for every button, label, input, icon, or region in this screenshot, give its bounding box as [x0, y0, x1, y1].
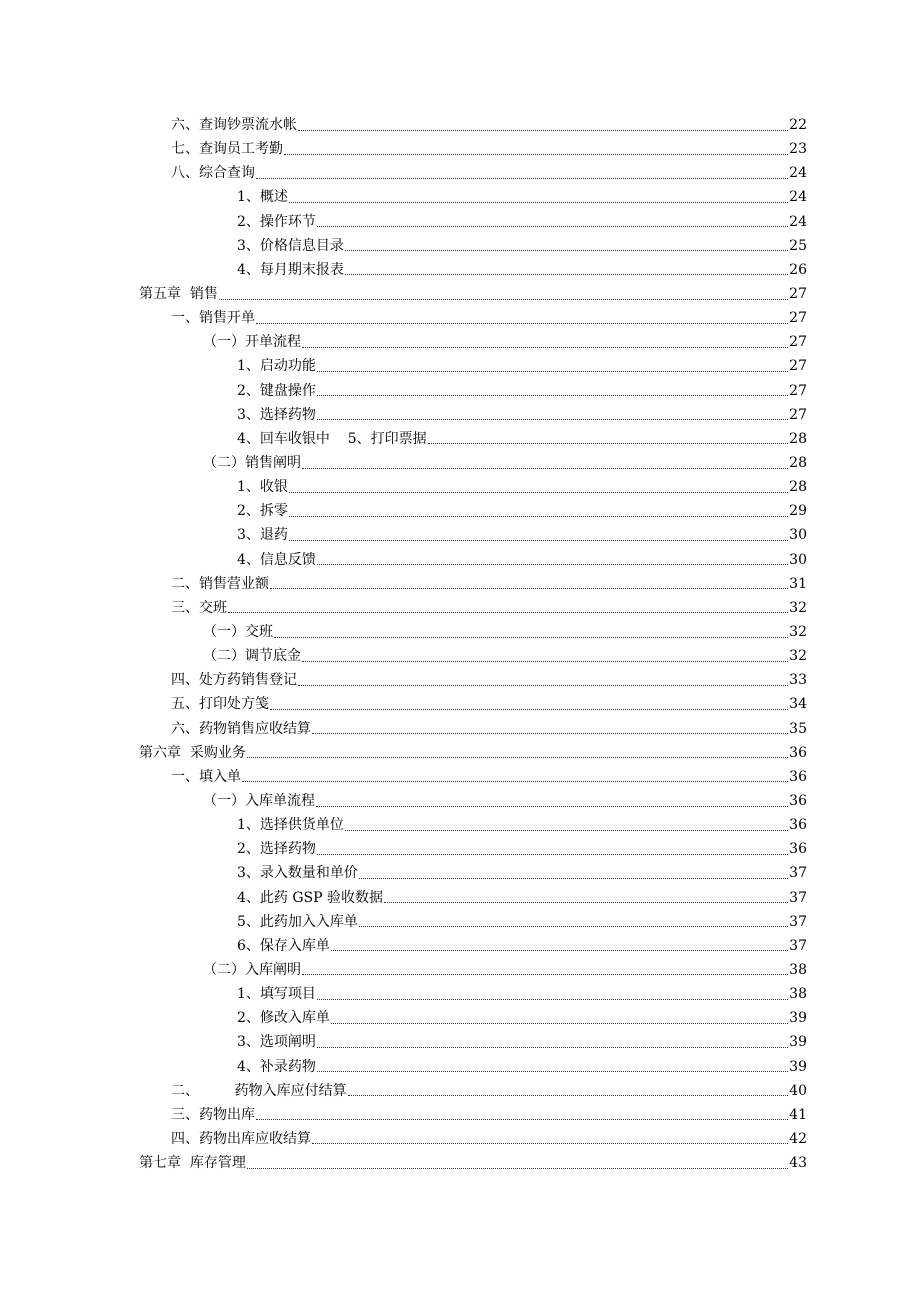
toc-dot-leader — [345, 249, 788, 251]
toc-entry-page-number: 40 — [789, 1082, 807, 1099]
toc-entry-page-number: 32 — [789, 599, 807, 616]
toc-entry-page-number: 38 — [789, 986, 807, 1003]
toc-entry-page-number: 39 — [789, 1058, 807, 1075]
toc-entry-title: （一）开单流程 — [203, 334, 301, 351]
toc-entry[interactable] — [0, 886, 920, 910]
toc-entry-page-number: 41 — [789, 1106, 807, 1123]
toc-entry[interactable] — [0, 258, 920, 282]
toc-entry-title: 4、信息反馈 — [237, 551, 316, 568]
table-of-contents — [0, 113, 920, 1175]
toc-entry-page-number: 37 — [789, 937, 807, 954]
toc-entry-title: 1、填写项目 — [237, 986, 316, 1003]
toc-entry[interactable] — [0, 427, 920, 451]
toc-entry-title: 一、销售开单 — [171, 310, 255, 327]
toc-entry-page-number: 37 — [789, 913, 807, 930]
toc-entry-title: 第六章 采购业务 — [139, 744, 246, 761]
toc-entry[interactable] — [0, 1054, 920, 1078]
toc-dot-leader — [274, 636, 788, 638]
toc-entry-page-number: 27 — [789, 382, 807, 399]
toc-dot-leader — [317, 1046, 788, 1048]
toc-dot-leader — [331, 949, 788, 951]
toc-entry-title: 4、回车收银中 5、打印票据 — [237, 430, 427, 447]
toc-entry[interactable] — [0, 161, 920, 185]
toc-entry[interactable] — [0, 668, 920, 692]
toc-entry[interactable] — [0, 1079, 920, 1103]
toc-entry-page-number: 39 — [789, 1034, 807, 1051]
toc-entry-page-number: 22 — [789, 117, 807, 134]
toc-entry-page-number: 38 — [789, 961, 807, 978]
toc-entry[interactable] — [0, 572, 920, 596]
toc-entry-title: 3、退药 — [237, 527, 288, 544]
toc-dot-leader — [256, 177, 788, 179]
toc-dot-leader — [270, 587, 788, 589]
toc-entry-title: 4、每月期末报表 — [237, 261, 344, 278]
toc-dot-leader — [317, 370, 788, 372]
toc-entry[interactable] — [0, 934, 920, 958]
toc-entry[interactable] — [0, 644, 920, 668]
toc-entry-title: 第五章 销售 — [139, 286, 218, 303]
toc-entry[interactable] — [0, 813, 920, 837]
toc-dot-leader — [284, 153, 788, 155]
toc-entry[interactable] — [0, 1151, 920, 1175]
toc-entry[interactable] — [0, 789, 920, 813]
toc-entry[interactable] — [0, 958, 920, 982]
toc-entry-title: 八、综合查询 — [171, 165, 255, 182]
toc-entry-title: 4、补录药物 — [237, 1058, 316, 1075]
toc-entry[interactable] — [0, 210, 920, 234]
toc-entry-page-number: 24 — [789, 189, 807, 206]
toc-entry-page-number: 27 — [789, 406, 807, 423]
toc-entry-page-number: 25 — [789, 237, 807, 254]
toc-entry-title: 3、录入数量和单价 — [237, 865, 358, 882]
toc-dot-leader — [384, 901, 788, 903]
toc-entry-page-number: 39 — [789, 1010, 807, 1027]
toc-dot-leader — [359, 877, 788, 879]
toc-dot-leader — [256, 322, 788, 324]
toc-entry[interactable] — [0, 354, 920, 378]
toc-entry[interactable] — [0, 1006, 920, 1030]
toc-dot-leader — [256, 1118, 788, 1120]
toc-entry-title: 2、拆零 — [237, 503, 288, 520]
toc-entry[interactable] — [0, 982, 920, 1006]
toc-entry[interactable] — [0, 861, 920, 885]
toc-entry-title: 三、药物出库 — [171, 1106, 255, 1123]
toc-dot-leader — [317, 394, 788, 396]
toc-entry-title: 二、 药物入库应付结算 — [171, 1082, 347, 1099]
toc-entry[interactable] — [0, 330, 920, 354]
toc-entry-title: 1、启动功能 — [237, 358, 316, 375]
toc-entry-page-number: 30 — [789, 551, 807, 568]
toc-entry-title: 4、此药 GSP 验收数据 — [237, 889, 384, 906]
toc-entry-page-number: 32 — [789, 624, 807, 641]
toc-entry-page-number: 26 — [789, 261, 807, 278]
toc-entry-page-number: 36 — [789, 817, 807, 834]
toc-entry-title: 3、价格信息目录 — [237, 237, 344, 254]
toc-entry-title: 5、此药加入入库单 — [237, 913, 358, 930]
toc-entry-page-number: 37 — [789, 889, 807, 906]
toc-entry[interactable] — [0, 403, 920, 427]
toc-entry-title: 七、查询员工考勤 — [171, 141, 283, 158]
toc-dot-leader — [345, 829, 788, 831]
toc-entry-page-number: 35 — [789, 720, 807, 737]
toc-entry-page-number: 24 — [789, 213, 807, 230]
toc-entry[interactable] — [0, 137, 920, 161]
toc-entry-title: 2、键盘操作 — [237, 382, 316, 399]
toc-dot-leader — [302, 346, 788, 348]
toc-entry-title: 6、保存入库单 — [237, 937, 330, 954]
toc-entry-title: 四、药物出库应收结算 — [171, 1130, 311, 1147]
toc-entry-title: 五、打印处方笺 — [171, 696, 269, 713]
toc-entry-title: 四、处方药销售登记 — [171, 672, 297, 689]
toc-dot-leader — [298, 129, 788, 131]
toc-entry-title: （二）入库阐明 — [203, 961, 301, 978]
toc-entry-page-number: 43 — [789, 1155, 807, 1172]
toc-dot-leader — [428, 442, 788, 444]
toc-dot-leader — [247, 1167, 788, 1169]
toc-entry-page-number: 29 — [789, 503, 807, 520]
toc-entry[interactable] — [0, 475, 920, 499]
toc-dot-leader — [345, 273, 788, 275]
toc-entry[interactable] — [0, 1030, 920, 1054]
toc-dot-leader — [219, 298, 788, 300]
toc-entry-page-number: 42 — [789, 1130, 807, 1147]
toc-entry-page-number: 23 — [789, 141, 807, 158]
toc-entry-title: （一）入库单流程 — [203, 793, 315, 809]
toc-entry[interactable] — [0, 837, 920, 861]
toc-entry-title: 二、销售营业额 — [171, 575, 269, 592]
toc-dot-leader — [317, 1070, 788, 1072]
toc-dot-leader — [289, 201, 788, 203]
toc-entry-page-number: 28 — [789, 430, 807, 447]
toc-entry[interactable] — [0, 306, 920, 330]
toc-entry[interactable] — [0, 113, 920, 137]
toc-dot-leader — [289, 491, 788, 493]
toc-entry-title: 1、选择供货单位 — [237, 817, 344, 834]
toc-entry[interactable] — [0, 620, 920, 644]
toc-dot-leader — [247, 756, 788, 758]
toc-entry[interactable] — [0, 379, 920, 403]
toc-entry-title: 3、选择药物 — [237, 406, 316, 423]
toc-dot-leader — [312, 1142, 788, 1144]
toc-dot-leader — [317, 853, 788, 855]
toc-dot-leader — [302, 467, 788, 469]
toc-entry-page-number: 34 — [789, 696, 807, 713]
toc-entry[interactable] — [0, 741, 920, 765]
toc-entry-title: 2、操作环节 — [237, 213, 316, 230]
toc-entry-page-number: 32 — [789, 648, 807, 665]
toc-entry-title: 3、选项阐明 — [237, 1034, 316, 1051]
toc-entry-title: 六、药物销售应收结算 — [171, 720, 311, 737]
toc-entry-page-number: 37 — [789, 865, 807, 882]
toc-entry-page-number: 28 — [789, 479, 807, 496]
toc-entry-title: 六、查询钞票流水帐 — [171, 117, 297, 134]
toc-dot-leader — [317, 418, 788, 420]
toc-dot-leader — [228, 611, 788, 613]
toc-entry[interactable] — [0, 1127, 920, 1151]
toc-entry-title: 2、修改入库单 — [237, 1010, 330, 1027]
toc-entry-page-number: 36 — [789, 841, 807, 858]
toc-entry[interactable] — [0, 234, 920, 258]
toc-entry-title: 2、选择药物 — [237, 841, 316, 858]
toc-entry-title: （二）销售阐明 — [203, 455, 301, 472]
toc-dot-leader — [331, 1022, 788, 1024]
toc-entry-page-number: 31 — [789, 575, 807, 592]
toc-entry[interactable] — [0, 717, 920, 741]
toc-dot-leader — [348, 1094, 788, 1096]
toc-dot-leader — [312, 732, 788, 734]
toc-entry[interactable] — [0, 451, 920, 475]
toc-entry[interactable] — [0, 499, 920, 523]
toc-dot-leader — [317, 563, 788, 565]
toc-entry[interactable] — [0, 523, 920, 547]
toc-entry-page-number: 27 — [789, 286, 807, 303]
toc-entry[interactable] — [0, 596, 920, 620]
toc-entry-title: 一、填入单 — [171, 768, 241, 785]
toc-dot-leader — [298, 684, 788, 686]
toc-entry-title: 三、交班 — [171, 599, 227, 616]
toc-entry-page-number: 33 — [789, 672, 807, 689]
toc-entry[interactable] — [0, 692, 920, 716]
toc-entry[interactable] — [0, 282, 920, 306]
toc-entry-page-number: 36 — [789, 768, 807, 785]
toc-entry-page-number: 36 — [789, 793, 807, 809]
toc-dot-leader — [317, 225, 788, 227]
toc-entry-page-number: 27 — [789, 358, 807, 375]
toc-entry-page-number: 28 — [789, 455, 807, 472]
toc-entry[interactable] — [0, 548, 920, 572]
toc-entry-page-number: 27 — [789, 334, 807, 351]
toc-entry-page-number: 36 — [789, 744, 807, 761]
toc-entry-title: （一）交班 — [203, 624, 273, 641]
toc-dot-leader — [302, 660, 788, 662]
toc-entry[interactable] — [0, 765, 920, 789]
toc-entry-title: 1、概述 — [237, 189, 288, 206]
toc-entry-title: （二）调节底金 — [203, 648, 301, 665]
toc-dot-leader — [302, 973, 788, 975]
toc-dot-leader — [316, 805, 788, 807]
toc-entry-title: 第七章 库存管理 — [139, 1155, 246, 1172]
toc-dot-leader — [242, 780, 788, 782]
toc-entry-page-number: 27 — [789, 310, 807, 327]
toc-entry[interactable] — [0, 1103, 920, 1127]
toc-dot-leader — [289, 515, 788, 517]
toc-entry-title: 1、收银 — [237, 479, 288, 496]
toc-dot-leader — [270, 708, 788, 710]
toc-dot-leader — [359, 925, 788, 927]
toc-dot-leader — [289, 539, 788, 541]
toc-entry-page-number: 24 — [789, 165, 807, 182]
toc-entry[interactable] — [0, 185, 920, 209]
toc-dot-leader — [317, 998, 788, 1000]
toc-entry[interactable] — [0, 910, 920, 934]
toc-entry-page-number: 30 — [789, 527, 807, 544]
